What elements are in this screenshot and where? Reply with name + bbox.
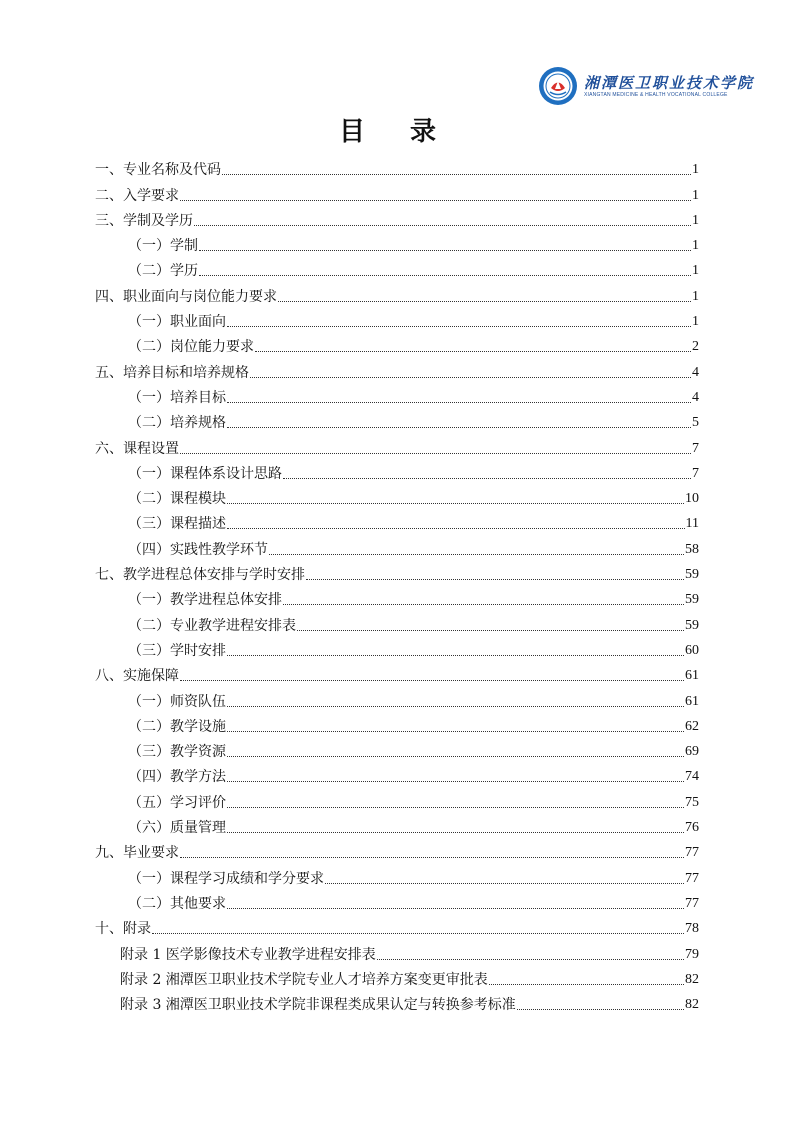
toc-entry-page: 77	[685, 845, 699, 861]
toc-entry-label: （二）课程模块	[128, 491, 226, 508]
toc-entry[interactable]	[95, 231, 699, 256]
toc-entry-page: 77	[685, 895, 699, 911]
toc-entry[interactable]	[95, 838, 699, 863]
toc-entry[interactable]	[95, 484, 699, 509]
dot-leader	[517, 1009, 684, 1010]
toc-entry-label: （一）课程学习成绩和学分要求	[128, 870, 324, 887]
toc-entry[interactable]	[95, 459, 699, 484]
dot-leader	[180, 680, 684, 681]
table-of-contents	[95, 155, 699, 1015]
dot-leader	[227, 832, 684, 833]
toc-entry[interactable]	[95, 737, 699, 762]
toc-entry-label: （五）学习评价	[128, 794, 226, 811]
toc-entry-page: 1	[692, 314, 699, 330]
dot-leader	[227, 427, 691, 428]
toc-entry-page: 1	[692, 288, 699, 304]
toc-entry-label: 二、入学要求	[95, 187, 179, 204]
toc-entry-label: （四）实践性教学环节	[128, 541, 268, 558]
dot-leader	[283, 604, 684, 605]
dot-leader	[227, 655, 684, 656]
toc-entry[interactable]	[95, 914, 699, 939]
college-logo	[538, 64, 755, 108]
toc-entry[interactable]	[95, 889, 699, 914]
toc-entry-page: 7	[692, 440, 699, 456]
logo-english-name: XIANGTAN MEDICINE & HEALTH VOCATIONAL COLLEGE	[584, 91, 728, 98]
toc-entry-label: 附录 2 湘潭医卫职业技术学院专业人才培养方案变更审批表	[120, 971, 488, 988]
toc-entry-page: 62	[685, 718, 699, 734]
toc-entry-page: 77	[685, 870, 699, 886]
toc-entry-page: 1	[692, 187, 699, 203]
toc-entry[interactable]	[95, 307, 699, 332]
dot-leader	[222, 174, 691, 175]
toc-entry-page: 4	[692, 389, 699, 405]
toc-entry-page: 74	[685, 769, 699, 785]
dot-leader	[199, 275, 691, 276]
toc-entry-label: （二）学历	[128, 263, 198, 280]
dot-leader	[255, 351, 691, 352]
toc-entry-page: 79	[685, 946, 699, 962]
toc-entry[interactable]	[95, 813, 699, 838]
toc-entry[interactable]	[95, 585, 699, 610]
dot-leader	[283, 478, 691, 479]
toc-entry-page: 4	[692, 364, 699, 380]
toc-entry-label: （三）课程描述	[128, 516, 226, 533]
dot-leader	[250, 377, 691, 378]
toc-entry-page: 69	[685, 744, 699, 760]
toc-entry-page: 59	[685, 567, 699, 583]
dot-leader	[489, 984, 684, 985]
toc-entry[interactable]	[95, 636, 699, 661]
toc-entry-page: 5	[692, 415, 699, 431]
toc-entry-page: 78	[685, 921, 699, 937]
dot-leader	[227, 706, 684, 707]
toc-entry-page: 58	[685, 541, 699, 557]
toc-entry-label: （四）教学方法	[128, 769, 226, 786]
toc-entry-page: 1	[692, 263, 699, 279]
dot-leader	[180, 200, 691, 201]
toc-entry[interactable]	[95, 509, 699, 534]
toc-entry-label: （一）培养目标	[128, 389, 226, 406]
toc-entry-label: （二）教学设施	[128, 718, 226, 735]
dot-leader	[227, 908, 684, 909]
toc-entry-label: （一）课程体系设计思路	[128, 465, 282, 482]
toc-entry[interactable]	[95, 281, 699, 306]
toc-entry-page: 76	[685, 820, 699, 836]
dot-leader	[297, 630, 684, 631]
toc-entry-page: 1	[692, 238, 699, 254]
toc-entry[interactable]	[95, 965, 699, 990]
toc-entry[interactable]	[95, 762, 699, 787]
toc-entry[interactable]	[95, 433, 699, 458]
toc-entry-label: 附录 3 湘潭医卫职业技术学院非课程类成果认定与转换参考标准	[120, 997, 516, 1014]
toc-entry-page: 61	[685, 668, 699, 684]
toc-entry-label: 五、培养目标和培养规格	[95, 364, 249, 381]
toc-entry-label: 八、实施保障	[95, 668, 179, 685]
toc-entry-label: 十、附录	[95, 921, 151, 938]
toc-entry-page: 10	[685, 491, 699, 507]
toc-entry-page: 1	[692, 212, 699, 228]
dot-leader	[325, 883, 684, 884]
college-seal-icon	[538, 66, 578, 106]
dot-leader	[306, 579, 684, 580]
toc-entry[interactable]	[95, 661, 699, 686]
toc-entry-page: 61	[685, 693, 699, 709]
toc-entry[interactable]	[95, 610, 699, 635]
toc-entry-page: 1	[692, 162, 699, 178]
toc-entry[interactable]	[95, 206, 699, 231]
toc-entry-label: （一）教学进程总体安排	[128, 592, 282, 609]
dot-leader	[199, 250, 691, 251]
toc-entry-label: （二）培养规格	[128, 415, 226, 432]
toc-entry[interactable]	[95, 560, 699, 585]
toc-entry[interactable]	[95, 990, 699, 1015]
dot-leader	[227, 528, 685, 529]
toc-entry[interactable]	[95, 408, 699, 433]
toc-entry-label: （二）岗位能力要求	[128, 339, 254, 356]
page-title: 目 录	[338, 117, 455, 147]
toc-entry-page: 2	[692, 339, 699, 355]
toc-entry-page: 60	[685, 642, 699, 658]
dot-leader	[278, 301, 691, 302]
toc-entry[interactable]	[95, 357, 699, 382]
toc-entry-label: （一）师资队伍	[128, 693, 226, 710]
dot-leader	[180, 453, 691, 454]
toc-entry[interactable]	[95, 712, 699, 737]
dot-leader	[227, 503, 684, 504]
toc-entry-label: 六、课程设置	[95, 440, 179, 457]
dot-leader	[227, 807, 684, 808]
toc-entry[interactable]	[95, 686, 699, 711]
dot-leader	[227, 731, 684, 732]
toc-entry[interactable]	[95, 939, 699, 964]
dot-leader	[377, 959, 684, 960]
toc-entry-label: 三、学制及学历	[95, 212, 193, 229]
toc-entry-label: （一）学制	[128, 238, 198, 255]
toc-entry-page: 75	[685, 794, 699, 810]
toc-entry-label: 九、毕业要求	[95, 845, 179, 862]
toc-entry-label: （二）专业教学进程安排表	[128, 617, 296, 634]
dot-leader	[227, 402, 691, 403]
toc-entry-label: 四、职业面向与岗位能力要求	[95, 288, 277, 305]
toc-entry-label: 附录 1 医学影像技术专业教学进程安排表	[120, 946, 376, 963]
toc-entry[interactable]	[95, 534, 699, 559]
toc-entry[interactable]	[95, 155, 699, 180]
dot-leader	[269, 554, 684, 555]
toc-entry-page: 82	[685, 971, 699, 987]
toc-entry[interactable]	[95, 256, 699, 281]
toc-entry[interactable]	[95, 180, 699, 205]
toc-entry-label: （二）其他要求	[128, 895, 226, 912]
dot-leader	[227, 326, 691, 327]
toc-entry-page: 59	[685, 592, 699, 608]
toc-entry[interactable]	[95, 332, 699, 357]
dot-leader	[227, 781, 684, 782]
toc-entry-label: 一、专业名称及代码	[95, 162, 221, 179]
dot-leader	[194, 225, 691, 226]
toc-entry[interactable]	[95, 787, 699, 812]
toc-entry-label: （三）教学资源	[128, 744, 226, 761]
toc-entry[interactable]	[95, 383, 699, 408]
toc-entry-label: （一）职业面向	[128, 314, 226, 331]
toc-entry-page: 82	[685, 997, 699, 1013]
toc-entry-page: 11	[685, 516, 699, 532]
dot-leader	[180, 857, 684, 858]
toc-entry-label: （六）质量管理	[128, 820, 226, 837]
dot-leader	[152, 933, 684, 934]
toc-entry[interactable]	[95, 863, 699, 888]
logo-chinese-name: 湘潭医卫职业技术学院	[584, 73, 755, 92]
toc-entry-label: （三）学时安排	[128, 642, 226, 659]
toc-entry-label: 七、教学进程总体安排与学时安排	[95, 567, 305, 584]
toc-entry-page: 7	[692, 465, 699, 481]
dot-leader	[227, 756, 684, 757]
toc-entry-page: 59	[685, 617, 699, 633]
